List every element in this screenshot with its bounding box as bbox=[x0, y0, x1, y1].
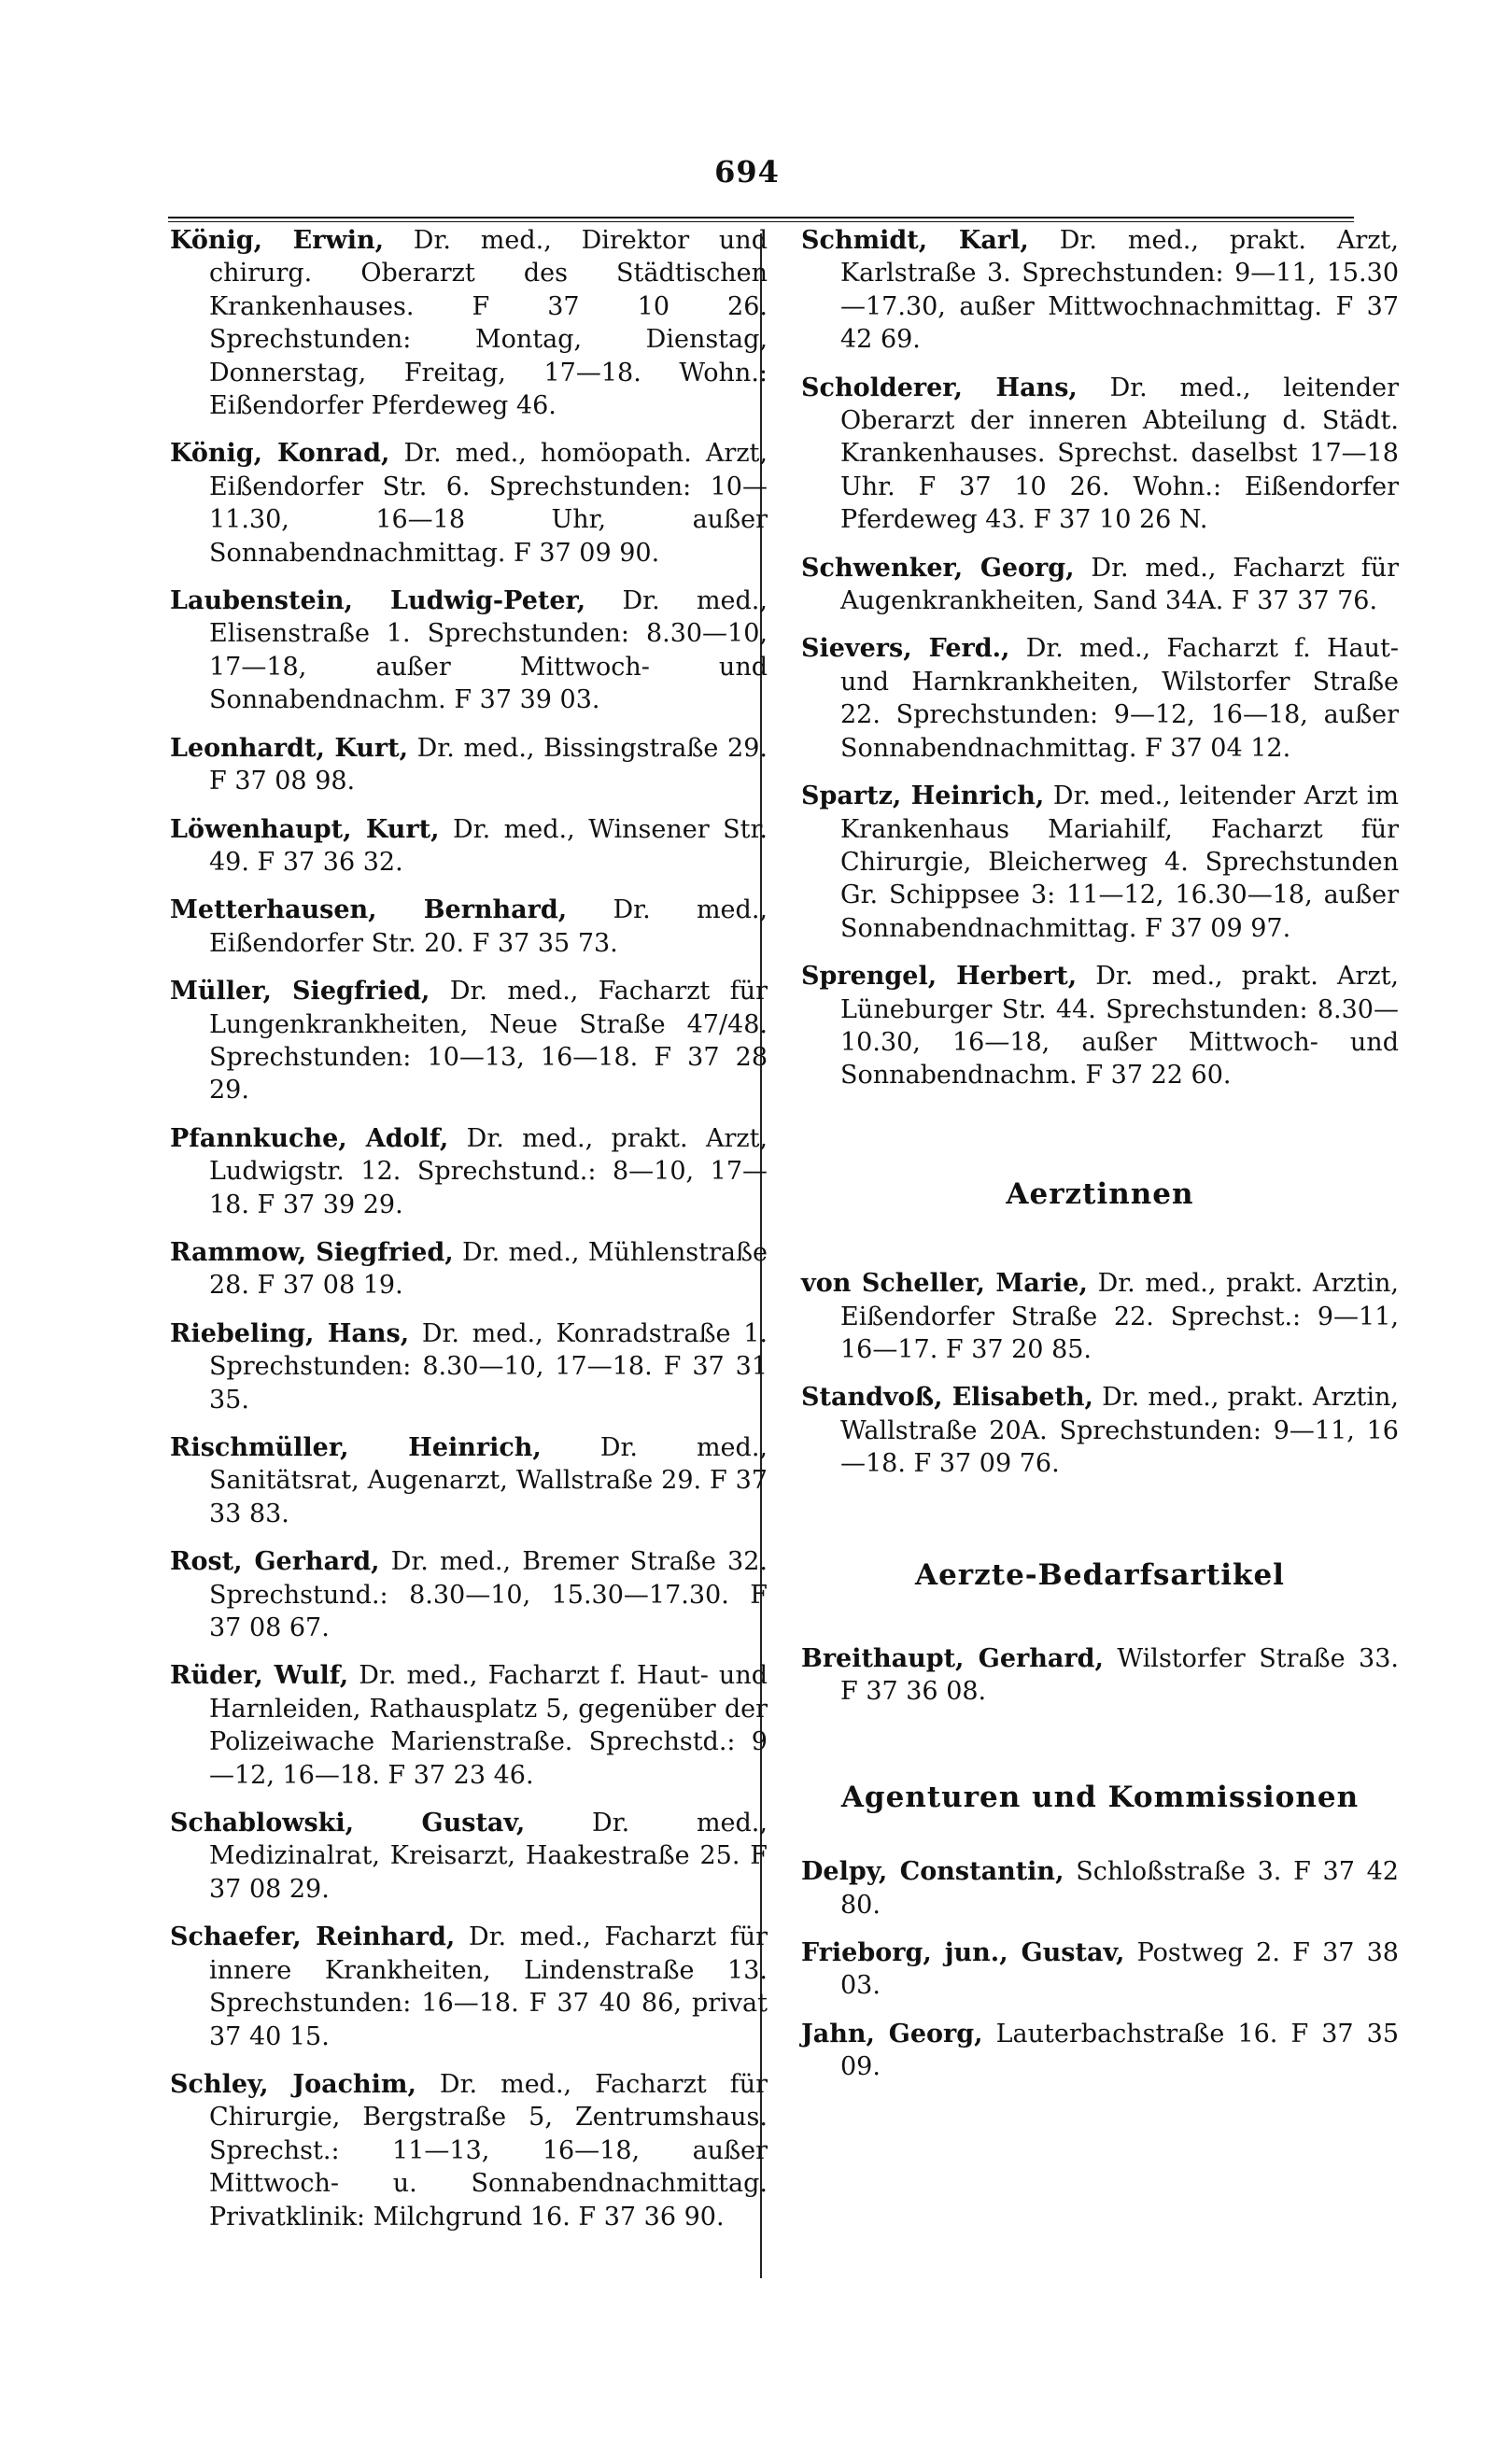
directory-entry bbox=[801, 224, 1399, 357]
entry-text: Dr. med., Facharzt f. Haut- und Harnleiden, Rathausplatz 5, gegenüber der Polizeiwache Marienstraße. Sprechstd.: 9—12, 16—18. F 37 23 46. bbox=[209, 1661, 768, 1790]
entry-text: Dr. med., leitender Oberarzt der inneren Abteilung d. Städt. Krankenhauses. Sprechst. daselbst 17—18 Uhr. F 37 10 26. Wohn.: Eißendorfer Pferdeweg 43. F 37 10 26 N. bbox=[840, 373, 1399, 535]
entry-name: Delpy, Constantin, bbox=[801, 1857, 1064, 1887]
directory-entry bbox=[170, 224, 768, 422]
entry-text: Dr. med., Facharzt für Lungenkrankheiten, Neue Straße 47/48. Sprechstunden: 10—13, 16—18. F 37 28 29. bbox=[209, 977, 768, 1105]
entry-name: Rischmüller, Heinrich, bbox=[170, 1433, 542, 1462]
section-heading-aerztinnen: Aerztinnen bbox=[1006, 1176, 1194, 1211]
entry-name: Schwenker, Georg, bbox=[801, 553, 1075, 583]
entry-name: König, Konrad, bbox=[170, 439, 390, 469]
entry-text: Dr. med., Medizinalrat, Kreisarzt, Haakestraße 25. F 37 08 29. bbox=[209, 1809, 768, 1904]
entry-name: Metterhausen, Bernhard, bbox=[170, 895, 568, 925]
entry-text: Dr. med., Elisenstraße 1. Sprechstunden: 8.30—10, 17—18, außer Mittwoch- und Sonnabendnachm. F 37 39 03. bbox=[209, 586, 768, 715]
header-rule bbox=[168, 217, 1354, 222]
directory-entry bbox=[170, 1807, 768, 1906]
entry-name: Rüder, Wulf, bbox=[170, 1661, 349, 1691]
directory-entry bbox=[170, 1545, 768, 1644]
section-heading-agenturen: Agenturen und Kommissionen bbox=[840, 1780, 1360, 1814]
entry-name: Pfannkuche, Adolf, bbox=[170, 1123, 449, 1153]
directory-entry bbox=[801, 2018, 1399, 2084]
entry-name: Schley, Joachim, bbox=[170, 2069, 416, 2099]
entry-name: Frieborg, jun., Gustav, bbox=[801, 1938, 1125, 1968]
entry-name: König, Erwin, bbox=[170, 226, 384, 255]
directory-entry bbox=[170, 1921, 768, 2053]
entry-text: Dr. med., prakt. Arztin, Wallstraße 20A. Sprechstunden: 9—11, 16—18. F 37 09 76. bbox=[840, 1383, 1399, 1479]
entry-text: Dr. med., Eißendorfer Str. 20. F 37 35 73. bbox=[209, 895, 768, 958]
entry-name: Jahn, Georg, bbox=[801, 2019, 983, 2049]
directory-entry bbox=[801, 1381, 1399, 1480]
directory-entry bbox=[801, 1855, 1399, 1922]
entry-name: Müller, Siegfried, bbox=[170, 977, 430, 1007]
directory-entry bbox=[170, 1431, 768, 1530]
entry-text: Dr. med., Facharzt f. Haut- und Harnkrankheiten, Wilstorfer Straße 22. Sprechstunden: 9—12, 16—18, außer Sonnabendnachmittag. F 37 04 12. bbox=[840, 634, 1399, 763]
entry-text: Dr. med., leitender Arzt im Krankenhaus Mariahilf, Facharzt für Chirurgie, Bleicherweg 4. Sprechstunden Gr. Schippsee 3: 11—12, 16.30—18, außer Sonnabendnachmittag. F 37 09 97. bbox=[840, 781, 1399, 943]
entry-text: Postweg 2. F 37 38 03. bbox=[840, 1938, 1399, 2001]
directory-entry bbox=[801, 632, 1399, 765]
entry-name: von Scheller, Marie, bbox=[801, 1269, 1088, 1299]
entry-name: Schablowski, Gustav, bbox=[170, 1809, 526, 1838]
entry-name: Schaefer, Reinhard, bbox=[170, 1922, 456, 1952]
directory-entry bbox=[170, 1317, 768, 1416]
entry-text: Dr. med., prakt. Arzt, Karlstraße 3. Sprechstunden: 9—11, 15.30—17.30, außer Mittwochnachmittag. F 37 42 69. bbox=[840, 226, 1399, 355]
entry-text: Lauterbachstraße 16. F 37 35 09. bbox=[840, 2019, 1399, 2082]
entry-text: Dr. med., Bremer Straße 32. Sprechstund.: 8.30—10, 15.30—17.30. F 37 08 67. bbox=[209, 1547, 768, 1643]
directory-entry bbox=[801, 1936, 1399, 2003]
entry-text: Dr. med., Mühlenstraße 28. F 37 08 19. bbox=[209, 1237, 768, 1301]
entry-text: Dr. med., homöopath. Arzt, Eißendorfer Str. 6. Sprechstunden: 10—11.30, 16—18 Uhr, außer Sonnabendnachmittag. F 37 09 90. bbox=[209, 439, 768, 568]
entry-text: Dr. med., Direktor und chirurg. Oberarzt des Städtischen Krankenhauses. F 37 10 26. Sprechstunden: Montag, Dienstag, Donnerstag, Freitag, 17—18. Wohn.: Eißendorfer Pferdeweg 46. bbox=[209, 226, 768, 421]
directory-entry bbox=[801, 1642, 1399, 1709]
entry-name: Laubenstein, Ludwig-Peter, bbox=[170, 586, 586, 616]
directory-entry bbox=[801, 552, 1399, 618]
directory-entry bbox=[170, 894, 768, 960]
entry-name: Riebeling, Hans, bbox=[170, 1318, 410, 1348]
left-column bbox=[170, 224, 768, 2248]
directory-entry bbox=[170, 1122, 768, 1221]
directory-entry bbox=[801, 960, 1399, 1092]
entry-name: Breithaupt, Gerhard, bbox=[801, 1644, 1104, 1673]
directory-entry bbox=[170, 437, 768, 570]
entry-name: Rost, Gerhard, bbox=[170, 1547, 380, 1577]
entry-name: Standvoß, Elisabeth, bbox=[801, 1383, 1093, 1413]
entry-text: Wilstorfer Straße 33. F 37 36 08. bbox=[840, 1644, 1399, 1707]
entry-text: Dr. med., Facharzt für Chirurgie, Bergstraße 5, Zentrumshaus. Sprechst.: 11—13, 16—18, außer Mittwoch- u. Sonnabendnachmittag. Privatklinik: Milchgrund 16. F 37 36 90. bbox=[209, 2069, 768, 2232]
directory-entry bbox=[801, 372, 1399, 537]
directory-entry bbox=[170, 584, 768, 717]
entry-name: Spartz, Heinrich, bbox=[801, 781, 1045, 811]
entry-text: Dr. med., Facharzt für Augenkrankheiten, Sand 34A. F 37 37 76. bbox=[840, 553, 1399, 616]
directory-entry bbox=[801, 780, 1399, 945]
entry-name: Sprengel, Herbert, bbox=[801, 962, 1078, 992]
directory-entry bbox=[170, 1236, 768, 1302]
entry-text: Dr. med., Facharzt für innere Krankheiten, Lindenstraße 13. Sprechstunden: 16—18. F 37 40 86, privat 37 40 15. bbox=[209, 1922, 768, 2051]
entry-text: Dr. med., Bissingstraße 29. F 37 08 98. bbox=[209, 733, 768, 796]
directory-entry bbox=[170, 813, 768, 880]
entry-text: Dr. med., Sanitätsrat, Augenarzt, Wallstraße 29. F 37 33 83. bbox=[209, 1433, 768, 1528]
right-column bbox=[801, 224, 1399, 2099]
entry-name: Rammow, Siegfried, bbox=[170, 1237, 454, 1267]
entry-text: Dr. med., Konradstraße 1. Sprechstunden: 8.30—10, 17—18. F 37 31 35. bbox=[209, 1318, 768, 1415]
entry-name: Sievers, Ferd., bbox=[801, 634, 1010, 664]
entry-name: Schmidt, Karl, bbox=[801, 226, 1029, 255]
entry-text: Dr. med., Winsener Str. 49. F 37 36 32. bbox=[209, 814, 768, 877]
entry-name: Leonhardt, Kurt, bbox=[170, 733, 408, 763]
entry-text: Dr. med., prakt. Arzt, Ludwigstr. 12. Sprechstund.: 8—10, 17—18. F 37 39 29. bbox=[209, 1123, 768, 1219]
page-number: 694 bbox=[714, 154, 780, 190]
entry-text: Dr. med., prakt. Arzt, Lüneburger Str. 44. Sprechstunden: 8.30—10.30, 16—18, außer Mittwoch- und Sonnabendnachm. F 37 22 60. bbox=[840, 962, 1400, 1091]
directory-entry bbox=[170, 732, 768, 798]
entry-text: Dr. med., prakt. Arztin, Eißendorfer Straße 22. Sprechst.: 9—11, 16—17. F 37 20 85. bbox=[840, 1269, 1399, 1364]
section-heading-bedarfsartikel: Aerzte-Bedarfsartikel bbox=[915, 1557, 1285, 1592]
directory-entry bbox=[801, 1267, 1399, 1366]
directory-entry bbox=[170, 1659, 768, 1792]
entry-text: Schloßstraße 3. F 37 42 80. bbox=[840, 1857, 1399, 1920]
directory-entry bbox=[170, 975, 768, 1107]
directory-entry bbox=[170, 2068, 768, 2233]
entry-name: Scholderer, Hans, bbox=[801, 373, 1078, 402]
entry-name: Löwenhaupt, Kurt, bbox=[170, 814, 440, 844]
